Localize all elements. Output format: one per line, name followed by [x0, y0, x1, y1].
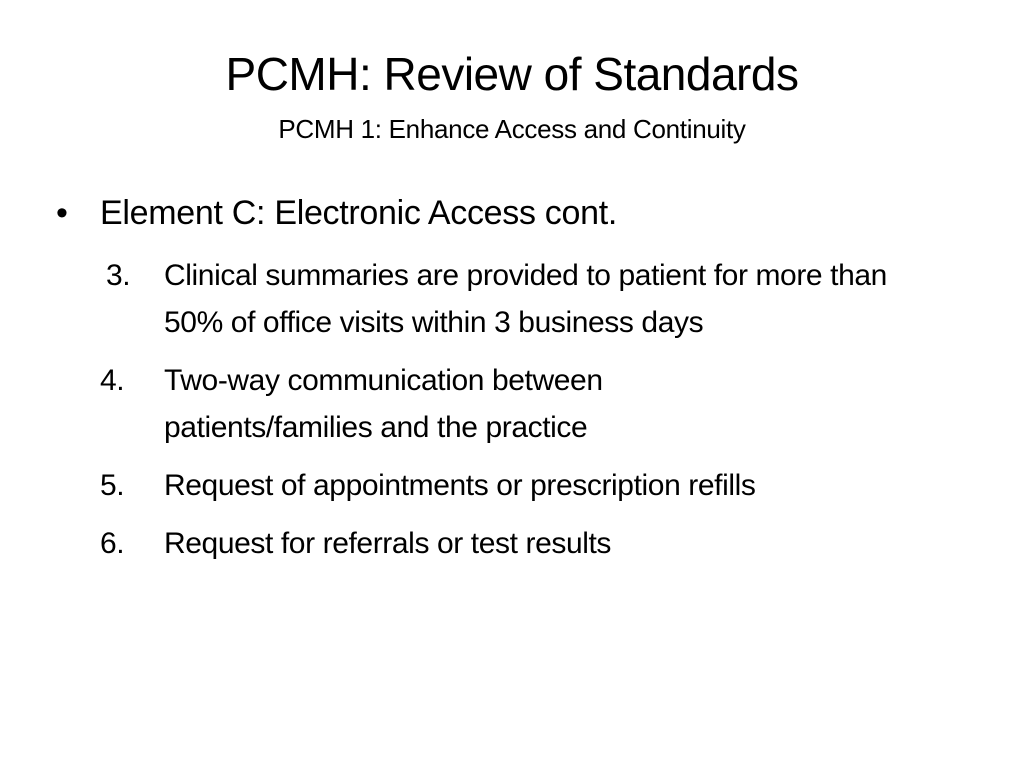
- list-item: [0, 357, 1024, 451]
- list-item: [0, 520, 1024, 567]
- list-item: [0, 462, 1024, 509]
- slide-subtitle: PCMH 1: Enhance Access and Continuity: [278, 114, 746, 144]
- bullet-icon: •: [56, 194, 68, 232]
- list-item: [0, 252, 1024, 346]
- list-item-text: Clinical summaries are provided to patient for more than 50% of office visits within 3 business days: [164, 259, 887, 339]
- list-item-number: 5.: [100, 469, 125, 502]
- list-item-text: Two-way communication between patients/families and the practice: [164, 364, 603, 444]
- bullet-item: [56, 190, 617, 236]
- list-item-number: 6.: [100, 527, 125, 560]
- slide-title: PCMH: Review of Standards: [225, 48, 799, 100]
- bullet-text: Element C: Electronic Access cont.: [100, 194, 618, 232]
- list-item-text: Request of appointments or prescription refills: [164, 469, 756, 502]
- numbered-list: [0, 252, 1024, 578]
- list-item-number: 3.: [106, 259, 131, 292]
- list-item-text: Request for referrals or test results: [164, 527, 612, 560]
- list-item-number: 4.: [100, 364, 125, 397]
